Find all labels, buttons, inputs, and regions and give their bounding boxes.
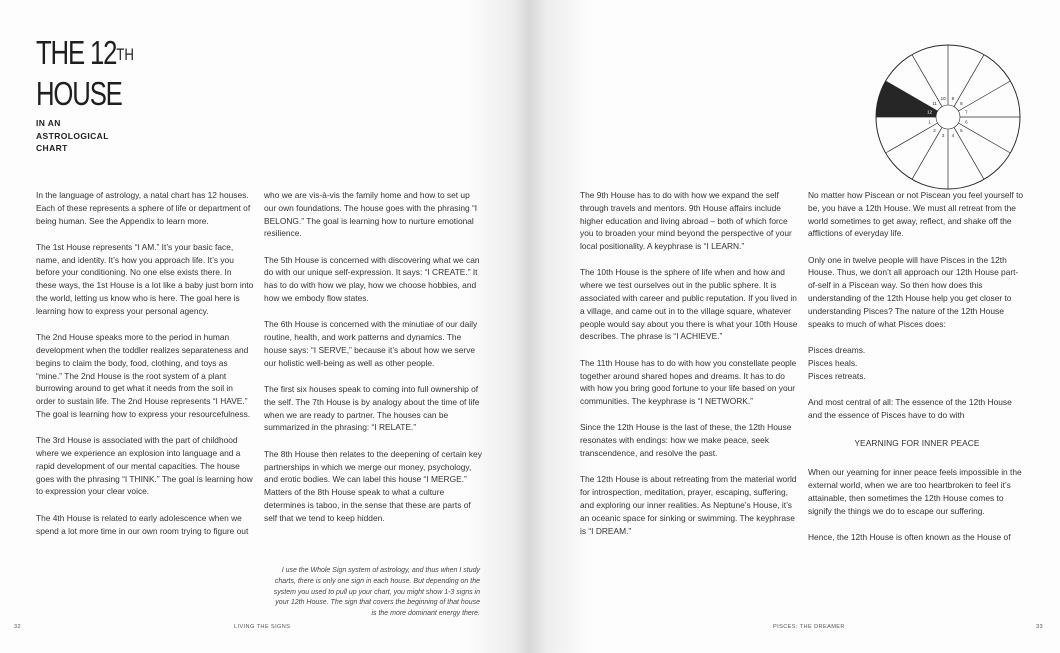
paragraph: Only one in twelve people will have Pisces in the 12th House. Thus, we don’t all approach our 12th House part-of-self in a Piscean way. So then how does this understanding of the 12th House help you get closer to understanding Pisces? The nature of the 12th House speaks to much of what Pisces does: <box>808 254 1019 329</box>
paragraph: No matter how Piscean or not Piscean you feel yourself to be, you have a 12th House. We must all retreat from the world sometimes to get away, reflect, and shake off the afflictions of everyday life. <box>808 190 1024 239</box>
wheel-house-label: 1 <box>928 119 931 125</box>
wheel-house-label: 7 <box>965 109 968 115</box>
paragraph: When our yearning for inner peace feels impossible in the external world, when we are too heartbroken to feel it’s attainable, then sometimes the 12th House comes to signify the things we do to escape our suffering. <box>808 467 1022 516</box>
text-column-2 <box>264 189 482 538</box>
paragraph: The 12th House is about retreating from the material world for introspection, meditation, prayer, escaping, suffering, and exploring our inner realities. As Neptune’s House, it’s an oceanic space for sinking or swimming. The keyphrase is “I DREAM.” <box>580 474 797 536</box>
paragraph: The first six houses speak to coming into full ownership of the self. The 7th House is by analogy about the time of life when we are ready to partner. The houses can be summarized in the phrasing: “I RELATE.” <box>264 384 480 433</box>
text-column-1 <box>36 189 254 551</box>
paragraph: The 8th House then relates to the deepening of certain key partnerships in which we merge our money, psychology, and erotic bodies. We can label this house “I MERGE.” Matters of the 8th House speak to what a culture determines is taboo, in the sense that these are parts of self that we tend to keep hidden. <box>264 448 482 523</box>
sidebar-footnote: I use the Whole Sign system of astrology, and thus when I study charts, there is only one sign in each house. But depending on the system you used to pull up your chart, you might show 1-3 signs in your 12th House. The sign that covers the beginning of that house is the more dominant energy there. <box>273 567 480 618</box>
paragraph: The 6th House is concerned with the minutiae of our daily routine, health, and work patterns and dynamics. The house says: “I SERVE,” because it’s about how we serve our holistic well-being as well as other people. <box>264 319 478 368</box>
running-head-right: PISCES: THE DREAMER <box>773 624 845 630</box>
pisces-line: Pisces retreats. <box>808 370 866 381</box>
wheel-house-label: 6 <box>965 119 968 125</box>
paragraph: In the language of astrology, a natal chart has 12 houses. Each of these represents a sphere of life or department of being human. See the Appendix to learn more. <box>36 190 251 226</box>
title-line-2: HOUSE <box>36 75 122 112</box>
callout-phrase: YEARNING FOR INNER PEACE <box>854 438 980 449</box>
subtitle-line-3: CHART <box>36 143 68 153</box>
paragraph: The 2nd House speaks more to the period in human development when the toddler realizes separateness and begins to claim the body, food, clothing, and toys as “mine.” The 2nd House is the root system of a plant burrowing around to get what it needs from the soil in order to sustain life. The 2nd House represents “I HAVE.” The goal is learning how to express your resourcefulness. <box>36 332 251 419</box>
wheel-house-label: 8 <box>960 101 963 107</box>
paragraph: The 11th House has to do with how you constellate people together around shared hopes and dreams. It has to do with how you bring good fortune to your life based on your communities. The keyphrase is “I NETWORK.” <box>580 357 797 407</box>
wheel-inner-circle <box>936 105 960 129</box>
paragraph: Hence, the 12th House is often known as the House of <box>808 531 1011 542</box>
page-number-left: 32 <box>14 624 22 630</box>
page-number-right: 33 <box>1036 624 1044 630</box>
wheel-house-label: 9 <box>951 96 955 102</box>
right-page <box>530 0 1060 653</box>
paragraph: The 5th House is concerned with discovering what we can do with our unique self-expression. It says: “I CREATE.” It has to do with how we play, how we choose hobbies, and how we embody flow states. <box>264 254 480 304</box>
paragraph: The 9th House has to do with how we expand the self through travels and mentors. 9th House affairs include higher education and living abroad – both of which force you to broaden your mind beyond the perspective of your local positionality. A keyphrase is “I LEARN.” <box>580 190 792 252</box>
wheel-house-label: 5 <box>960 128 963 134</box>
paragraph: who we are vis-à-vis the family home and how to set up our own foundations. The house goes with the phrasing “I BELONG.” The goal is learning how to nurture emotional resilience. <box>264 190 478 239</box>
pisces-list <box>808 344 1026 382</box>
running-head-left: LIVING THE SIGNS <box>234 624 291 630</box>
house-wheel-icon <box>873 42 1023 192</box>
pisces-line: Pisces dreams. <box>808 344 866 355</box>
wheel-house-label: 2 <box>933 128 936 134</box>
title-superscript: TH <box>116 45 134 64</box>
paragraph: The 1st House represents “I AM.” It’s your basic face, name, and identity. It’s how you approach life. It’s you before your conditioning. No one else exists there. In these ways, the 1st House is a lot like a baby just born into the world, letting us know who is here. The goal here is learning how to express your personal agency. <box>36 241 254 316</box>
wheel-house-label: 3 <box>941 132 945 138</box>
page-title <box>36 32 134 114</box>
subtitle-line-1: IN AN <box>36 118 61 128</box>
wheel-house-label: 12 <box>927 109 933 115</box>
page-subtitle <box>36 117 109 155</box>
paragraph: Since the 12th House is the last of these, the 12th House resonates with endings: how we make peace, seek transcendence, and resolve the past. <box>580 422 792 459</box>
wheel-house-label: 11 <box>932 101 937 107</box>
text-column-4 <box>808 189 1026 557</box>
pisces-line: Pisces heals. <box>808 357 858 368</box>
subtitle-line-2: ASTROLOGICAL <box>36 130 109 141</box>
title-line-1: THE 12 <box>36 34 117 71</box>
paragraph: And most central of all: The essence of the 12th House and the essence of Pisces have to do with <box>808 396 1012 420</box>
paragraph: The 4th House is related to early adolescence when we spend a lot more time in our own room trying to figure out <box>36 512 249 536</box>
wheel-house-label: 4 <box>951 132 955 138</box>
paragraph: The 10th House is the sphere of life when and how and where we test ourselves out in the public sphere. It is associated with career and public reputation. If you lived in a village, and came out in to the village square, whatever people would say about you there is what your 10th House describes. The phrase is “I ACHIEVE.” <box>580 267 798 342</box>
text-column-3 <box>580 189 798 551</box>
paragraph: The 3rd House is associated with the part of childhood where we experience an explosion into language and a rapid development of our mental capacities. The house goes with the phrasing “I THINK.” The goal is learning how to expression your clear voice. <box>36 435 253 497</box>
wheel-house-label: 10 <box>940 96 946 102</box>
